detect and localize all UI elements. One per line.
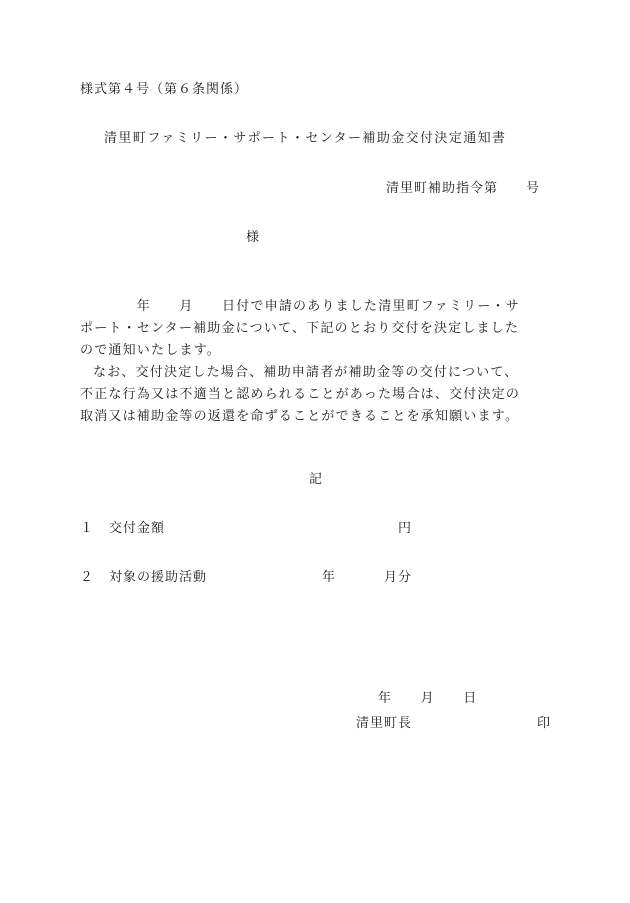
document-title: 清里町ファミリー・サポート・センター補助金交付決定通知書 (104, 131, 507, 146)
notice-body (80, 296, 560, 428)
body-paragraph-line: 取消又は補助金等の返還を命ずることができることを承知願います。 (80, 409, 520, 424)
item-1-yen: 円 (398, 521, 413, 536)
item-1-number: １ (80, 521, 95, 536)
item-1-label: 交付金額 (109, 521, 166, 536)
body-paragraph-line: ポート・センター補助金について、下記のとおり交付を決定しました (80, 321, 520, 336)
item-2-month: 月分 (384, 570, 413, 585)
addressee-suffix: 様 (246, 230, 261, 245)
item-2-number: ２ (80, 570, 95, 585)
reference-number: 清里町補助指令第 号 (386, 181, 541, 196)
issue-date: 年 月 日 (378, 691, 478, 706)
form-number: 様式第４号（第６条関係） (80, 82, 249, 97)
item-2-label: 対象の援助活動 (109, 570, 208, 585)
body-paragraph-line: 年 月 日付で申請のありました清里町ファミリー・サ (80, 299, 520, 314)
seal-mark: 印 (537, 716, 552, 731)
body-paragraph-line: 不正な行為又は不適当と認められることがあった場合は、交付決定の (80, 387, 521, 402)
issuer-name: 清里町長 (356, 716, 413, 731)
item-2-year: 年 (322, 570, 337, 585)
body-paragraph-line: ので通知いたします。 (80, 343, 221, 358)
ki-heading: 記 (309, 472, 324, 487)
body-paragraph-line: なお、交付決定した場合、補助申請者が補助金等の交付について、 (93, 365, 519, 380)
